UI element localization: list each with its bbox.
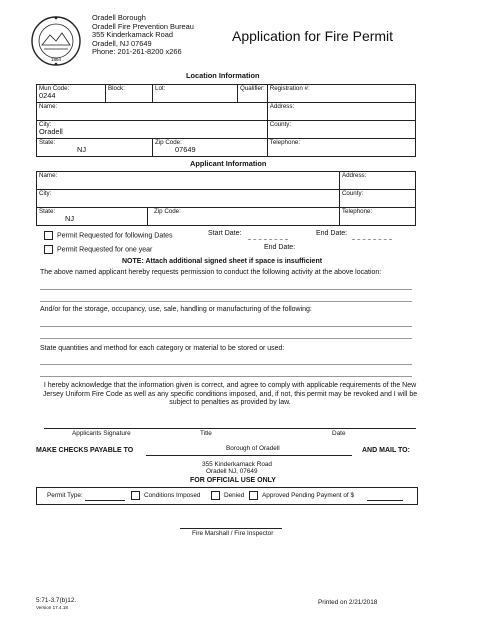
org-name: Oradell Borough (92, 13, 146, 22)
activity-line-2[interactable] (40, 301, 412, 302)
applicant-city-cell[interactable] (37, 190, 340, 208)
official-use-heading: FOR OFFICIAL USE ONLY (190, 477, 276, 484)
signature-label: Applicants Signature (72, 430, 131, 437)
end-date-label-2: End Date: (264, 244, 296, 251)
applicant-zip-cell[interactable] (148, 208, 340, 226)
location-table (36, 84, 416, 157)
denied-checkbox[interactable] (211, 491, 220, 500)
applicant-county-cell[interactable] (339, 190, 415, 208)
quantities-line-1[interactable] (40, 364, 412, 365)
org-bureau: Oradell Fire Prevention Bureau (92, 21, 194, 31)
block-cell[interactable] (106, 85, 153, 103)
activity-paragraph: The above named applicant hereby requests permission to conduct the following activity at the above location: (40, 269, 382, 276)
location-address-label: Address: (269, 103, 295, 110)
lot-label: Lot: (155, 85, 166, 92)
permit-dates-option[interactable] (44, 231, 173, 240)
conditions-label: Conditions Imposed (144, 492, 201, 500)
location-city-cell[interactable] (37, 121, 268, 139)
svg-text:1894: 1894 (50, 57, 62, 62)
location-heading: Location Information (186, 71, 260, 80)
permit-type-label: Permit Type: (47, 492, 83, 499)
location-address-cell[interactable] (267, 103, 415, 121)
location-telephone-label: Telephone: (269, 139, 301, 146)
title-label: Title (200, 430, 212, 437)
mail-to-label: AND MAIL TO: (362, 447, 410, 454)
location-city-value: Oradell (39, 127, 63, 136)
applicant-address-label: Address: (341, 172, 367, 179)
approved-label: Approved Pending Payment of $ (262, 492, 355, 500)
conditions-checkbox[interactable] (131, 491, 140, 500)
mail-address-1: 355 Kinderkamack Road (202, 461, 272, 468)
applicant-zip-label: Zip Code: (154, 208, 181, 215)
location-state-label: State: (39, 139, 56, 146)
official-use-box (36, 487, 418, 505)
checks-payable-label: MAKE CHECKS PAYABLE TO (36, 447, 134, 454)
inspector-signature-line[interactable] (180, 528, 282, 529)
permit-type-field[interactable] (85, 500, 125, 501)
date-label: Date (332, 430, 346, 437)
location-zip-value: 07649 (175, 145, 196, 154)
location-county-cell[interactable] (267, 121, 415, 139)
location-state-value: NJ (77, 145, 87, 154)
version-text: Version 17.4.18 (36, 605, 68, 610)
registration-cell[interactable] (267, 85, 415, 103)
mun-code-cell[interactable] (37, 85, 106, 103)
applicant-county-label: County: (341, 190, 364, 197)
applicant-state-label: State: (39, 208, 56, 215)
start-date-field[interactable] (248, 239, 288, 240)
activity-line-1[interactable] (40, 289, 412, 290)
quantities-paragraph: State quantities and method for each category or material to be stored or used: (40, 345, 285, 352)
applicant-name-cell[interactable] (37, 172, 340, 190)
location-county-label: County: (269, 121, 292, 128)
permit-dates-checkbox[interactable] (44, 231, 53, 240)
org-city: Oradell, NJ 07649 (92, 38, 152, 48)
applicant-address-cell[interactable] (339, 172, 415, 190)
location-zip-label: Zip Code: (155, 139, 182, 146)
qualifier-cell[interactable] (238, 85, 268, 103)
applicant-state-value: NJ (65, 214, 75, 223)
applicant-city-label: City: (39, 190, 52, 197)
approved-amount-field[interactable] (367, 500, 403, 501)
mun-code-label: Mun Code: (39, 85, 70, 92)
organization-address (92, 14, 194, 57)
borough-seal-logo (30, 15, 82, 67)
location-city-label: City: (39, 121, 52, 128)
permit-year-label: Permit Requested for one year (57, 246, 153, 254)
applicant-telephone-label: Telephone: (341, 208, 373, 215)
permit-dates-label: Permit Requested for following Dates (57, 232, 173, 240)
applicant-state-cell[interactable] (37, 208, 148, 226)
payee-line (146, 455, 352, 456)
denied-label: Denied (224, 492, 245, 500)
applicant-telephone-cell[interactable] (339, 208, 415, 226)
mun-code-value: 0244 (39, 91, 56, 100)
storage-line-2[interactable] (40, 338, 412, 339)
approved-option[interactable] (249, 491, 354, 500)
org-phone: Phone: 201-261-8200 x266 (92, 47, 182, 57)
applicant-heading: Applicant Information (190, 159, 267, 168)
acknowledgement-text: I hereby acknowledge that the information given is correct, and agree to comply with applicable requirements of the New Jersey Uniform Fire Code as well as any specific conditions imposed, and, if not, this permit may be revoked and I will be subject to penalties as provided by law. (42, 382, 418, 407)
permit-year-option[interactable] (44, 245, 152, 254)
inspector-label: Fire Marshall / Fire Inspector (192, 530, 274, 537)
qualifier-label: Qualifier: (240, 85, 265, 92)
storage-paragraph: And/or for the storage, occupancy, use, sale, handling or manufacturing of the following: (40, 306, 312, 313)
location-zip-cell[interactable] (153, 139, 268, 157)
note-text: NOTE: Attach additional signed sheet if space is insufficient (122, 258, 323, 265)
signature-line[interactable] (44, 428, 416, 429)
applicant-table (36, 171, 416, 226)
start-date-label: Start Date: (208, 230, 242, 237)
denied-option[interactable] (211, 491, 244, 500)
payee-name: Borough of Oradell (226, 445, 280, 452)
lot-cell[interactable] (153, 85, 238, 103)
storage-line-1[interactable] (40, 326, 412, 327)
block-label: Block: (108, 85, 125, 92)
location-name-cell[interactable] (37, 103, 268, 121)
quantities-line-2[interactable] (40, 376, 412, 377)
location-name-label: Name: (39, 103, 58, 110)
page-title: Application for Fire Permit (232, 28, 394, 44)
registration-label: Registration #: (269, 85, 310, 92)
mail-address-2: Oradell NJ, 07649 (206, 468, 258, 475)
location-state-cell[interactable] (37, 139, 153, 157)
org-street: 355 Kinderkamack Road (92, 30, 173, 40)
printed-date: Printed on 2/21/2018 (318, 599, 378, 606)
end-date-label: End Date: (316, 230, 348, 237)
location-telephone-cell[interactable] (267, 139, 415, 157)
permit-year-checkbox[interactable] (44, 245, 53, 254)
code-reference: 5:71-3.7(b)12. (36, 597, 77, 604)
approved-checkbox[interactable] (249, 491, 258, 500)
conditions-option[interactable] (131, 491, 200, 500)
end-date-field[interactable] (352, 239, 392, 240)
applicant-name-label: Name: (39, 172, 58, 179)
